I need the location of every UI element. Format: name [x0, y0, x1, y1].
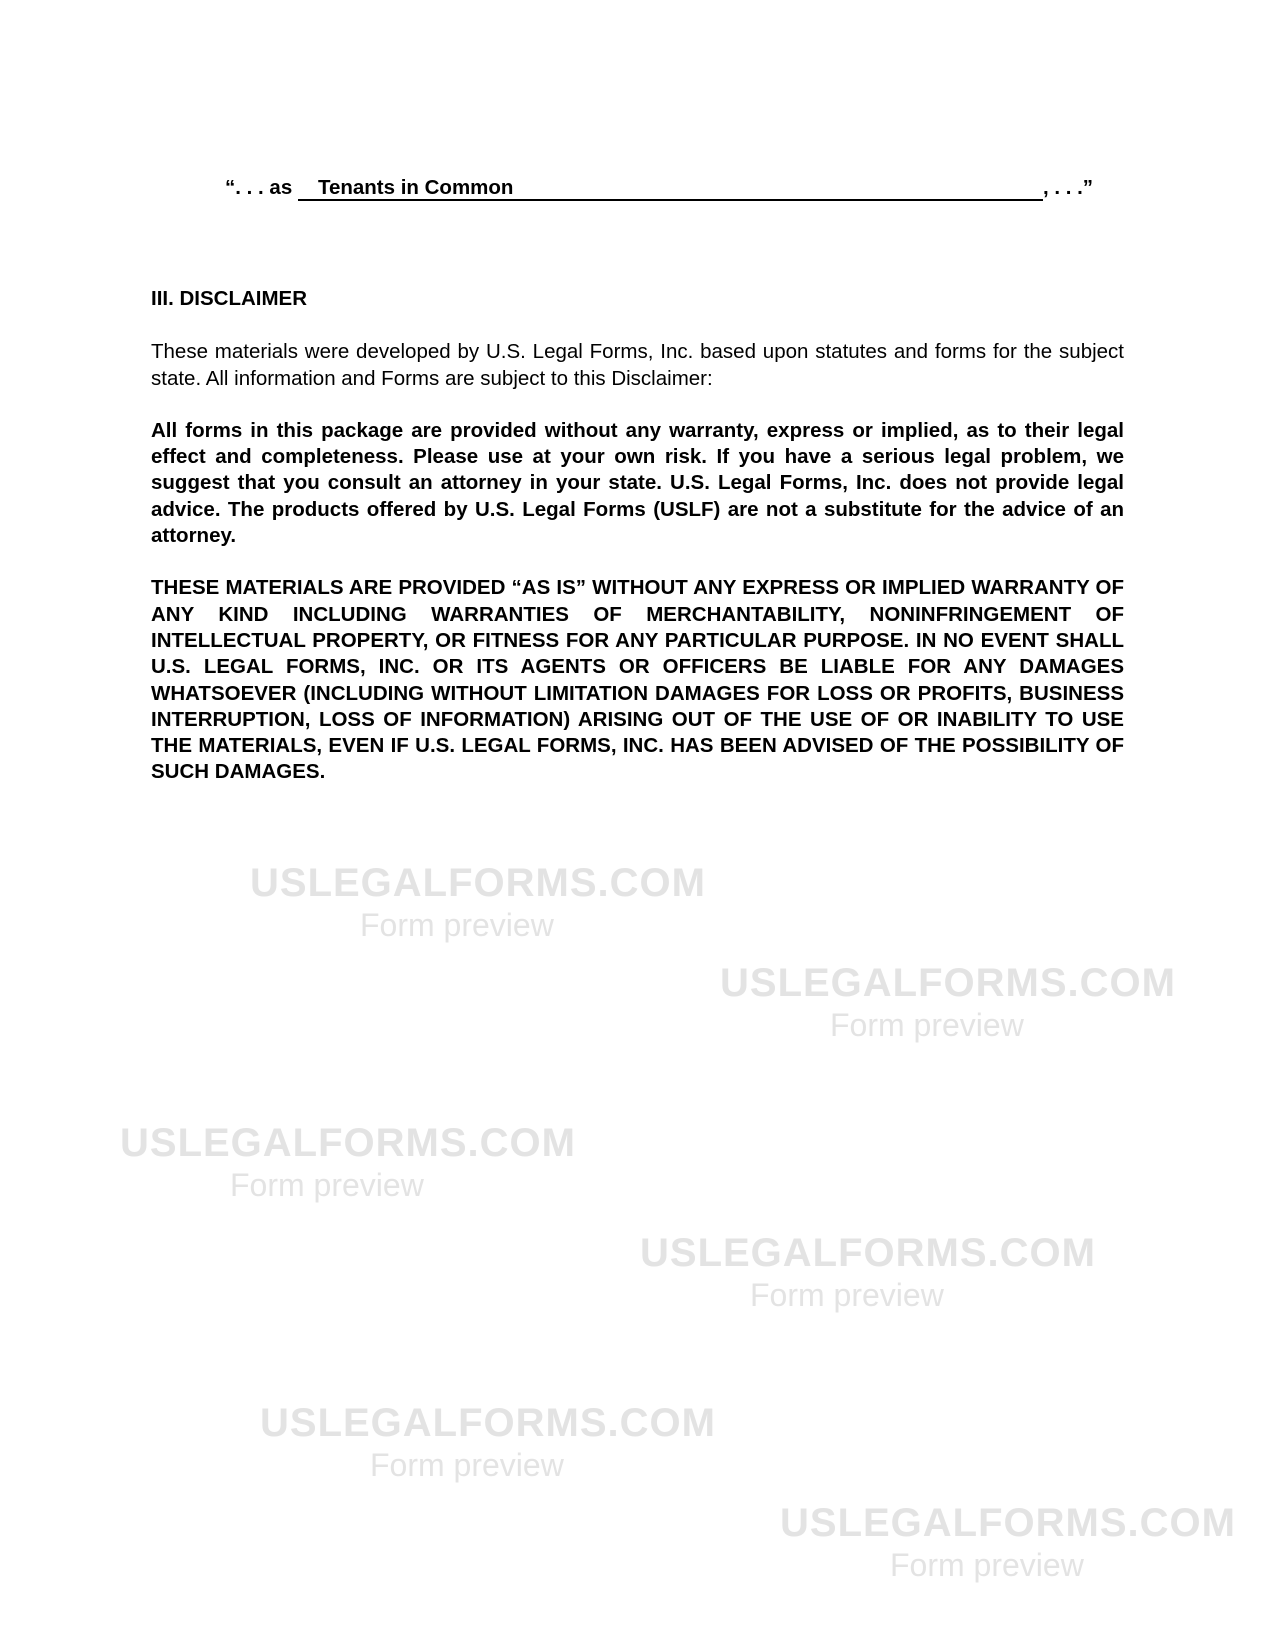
intro-paragraph: These materials were developed by U.S. Legal Forms, Inc. based upon statutes and forms for the subject state. All information and Forms are subject to this Disclaimer: [151, 340, 1124, 390]
watermark-subtitle: Form preview [230, 1167, 424, 1203]
watermark-subtitle: Form preview [830, 1007, 1024, 1043]
section-heading: III. DISCLAIMER [151, 287, 308, 310]
watermark-brand: USLEGALFORMS.COM [780, 1501, 1236, 1545]
clause-prefix: “. . . as [225, 176, 293, 199]
tenancy-clause [225, 176, 1093, 201]
watermark-brand: USLEGALFORMS.COM [120, 1121, 576, 1165]
watermark [780, 1500, 1236, 1584]
watermark [260, 1400, 716, 1484]
tenancy-field: Tenants in Common [298, 177, 1043, 201]
watermark [250, 860, 706, 944]
watermark-subtitle: Form preview [890, 1547, 1084, 1583]
watermark [640, 1230, 1096, 1314]
watermark-brand: USLEGALFORMS.COM [640, 1231, 1096, 1275]
watermark [720, 960, 1176, 1044]
watermark-brand: USLEGALFORMS.COM [260, 1401, 716, 1445]
watermark [120, 1120, 576, 1204]
disclaimer-section [151, 286, 1124, 786]
clause-suffix: , . . .” [1042, 176, 1094, 199]
watermark-subtitle: Form preview [360, 907, 554, 943]
as-is-paragraph: THESE MATERIALS ARE PROVIDED “AS IS” WITHOUT ANY EXPRESS OR IMPLIED WARRANTY OF ANY KIND INCLUDING WARRANTIES OF MERCHANTABILITY, NONINFRINGEMENT OF INTELLECTUAL PROPERTY, OR FITNESS FOR ANY PARTICULAR PURPOSE. IN NO EVENT SHALL U.S. LEGAL FORMS, INC. OR ITS AGENTS OR OFFICERS BE LIABLE FOR ANY DAMAGES WHATSOEVER (INCLUDING WITHOUT LIMITATION DAMAGES FOR LOSS OR PROFITS, BUSINESS INTERRUPTION, LOSS OF INFORMATION) ARISING OUT OF THE USE OF OR INABILITY TO USE THE MATERIALS, EVEN IF U.S. LEGAL FORMS, INC. HAS BEEN ADVISED OF THE POSSIBILITY OF SUCH DAMAGES. [151, 576, 1124, 784]
watermark-brand: USLEGALFORMS.COM [250, 861, 706, 905]
watermark-brand: USLEGALFORMS.COM [720, 961, 1176, 1005]
watermark-subtitle: Form preview [750, 1277, 944, 1313]
warranty-paragraph: All forms in this package are provided without any warranty, express or implied, as to their legal effect and completeness. Please use at your own risk. If you have a serious legal problem, we suggest that you consult an attorney in your state. U.S. Legal Forms, Inc. does not provide legal advice. The products offered by U.S. Legal Forms (USLF) are not a substitute for the advice of an attorney. [151, 418, 1124, 548]
watermark-subtitle: Form preview [370, 1447, 564, 1483]
